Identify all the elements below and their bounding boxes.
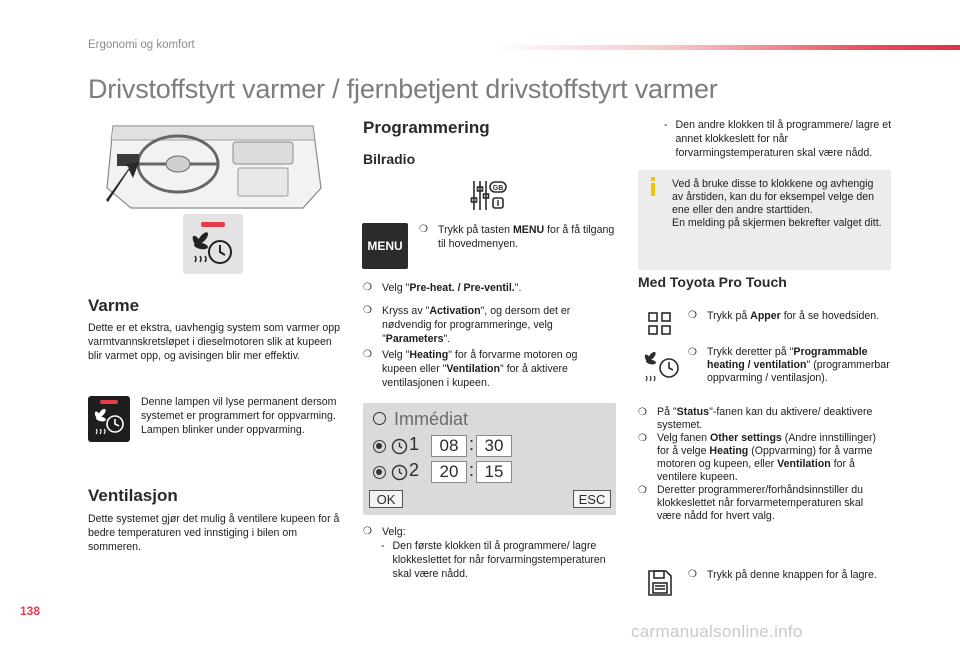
toyota-heading: Med Toyota Pro Touch (638, 274, 787, 290)
bullet-icon: ❍ (638, 407, 647, 418)
ventilasjon-text: Dette systemet gjør det mulig å ventilere kupeen for å bedre temperaturen ved innstiging i bilen om sommeren. (88, 513, 340, 553)
settings-step: ❍ Velg fanen Other settings (Andre innstillinger) for å velge Heating (Oppvarming) for å varme motoren og kupeen, eller Ventilation for å ventilere kupeen. (638, 432, 877, 483)
radio-screen (363, 403, 616, 515)
step-heating: ❍ Velg "Heating" for å forvarme motoren og kupeen eller "Ventilation" for å aktivere ventilasjonen i kupeen. (363, 349, 578, 389)
clock2-number: 2 (409, 460, 420, 480)
bullet-icon: ❍ (688, 347, 697, 358)
watermark: carmanualsonline.info (631, 622, 803, 641)
esc-button[interactable]: ESC (573, 490, 611, 508)
save-icon (647, 569, 673, 597)
lamp-text-1: Denne lampen vil lyse permanent dersom systemet er programmert for oppvarming. (141, 396, 337, 422)
radio-icon (470, 178, 508, 214)
grid-apps-icon (648, 312, 672, 336)
dash-2: - Den andre klokken til å programmere/ lagre et annet klokkeslett for når forvarmingstemperaturen skal være nådd. (664, 119, 892, 159)
bullet-icon: ❍ (688, 569, 697, 580)
info-text: Ved å bruke disse to klokkene og avhengig av årstiden, kan du for eksempel velge den ene eller den andre starttiden. En melding på skjermen bekrefter valget ditt. (672, 178, 882, 229)
fan-clock-icon (640, 350, 682, 384)
bullet-icon: ❍ (363, 526, 372, 537)
clock-icon (391, 464, 408, 481)
toyota-steps (638, 406, 890, 523)
colon: : (469, 434, 475, 454)
info-box (638, 170, 891, 270)
programmering-heading: Programmering (363, 118, 490, 137)
prog-step: ❍ Trykk deretter på "Programmable heating / ventilation" (programmerbar oppvarming / ventilasjon). (688, 346, 890, 384)
lamp-text (141, 395, 346, 437)
header-accent-bar (490, 45, 960, 50)
bullet-icon: ❍ (363, 349, 372, 360)
page-number: 138 (20, 604, 41, 618)
velg-dash-1: - Den første klokken til å programmere/ lagre klokkeslettet for når forvarmingstemperaturen skal være nådd. (381, 540, 606, 580)
clock-icon (391, 438, 408, 455)
colon: : (469, 460, 475, 480)
bullet-icon: ❍ (419, 224, 428, 235)
clock2-radio[interactable] (373, 466, 386, 479)
clock1-radio[interactable] (373, 440, 386, 453)
step-activation: ❍ Kryss av "Activation", og dersom det er nødvendig for programmeringe, velg "Parameters". (363, 305, 571, 345)
save-step: ❍ Trykk på denne knappen for å lagre. (688, 569, 877, 581)
ventilasjon-heading: Ventilasjon (88, 486, 178, 505)
bullet-icon: ❍ (638, 433, 647, 444)
varme-text: Dette er et ekstra, uavhengig system som varmer opp varmtvannskretsløpet i dieselmotoren slik at kupeen blir varmet opp, og avisingen blir mer effektiv. (88, 322, 341, 362)
clock1-number: 1 (409, 434, 420, 454)
varme-heading: Varme (88, 296, 140, 315)
fan-clock-lamp-icon (88, 396, 130, 442)
bullet-icon: ❍ (363, 282, 372, 293)
menu-key: MENU (362, 223, 408, 269)
hour2-field[interactable]: 20 (431, 461, 467, 483)
status-step: ❍ På "Status"-fanen kan du aktivere/ deaktivere systemet. (638, 406, 873, 431)
immediate-radio[interactable] (373, 412, 386, 425)
bullet-icon: ❍ (688, 310, 697, 321)
minute1-field[interactable]: 30 (476, 435, 512, 457)
programming-steps (363, 281, 615, 390)
apps-step: ❍ Trykk på Apper for å se hovedsiden. (688, 310, 880, 322)
radio-badge: GB (492, 185, 504, 192)
bilradio-heading: Bilradio (363, 151, 416, 167)
fan-clock-icon (183, 214, 243, 274)
bullet-icon: ❍ (363, 305, 372, 316)
dashboard-illustration (103, 118, 323, 210)
page-title: Drivstoffstyrt varmer / fjernbetjent drivstoffstyrt varmer (88, 74, 718, 104)
velg-step: ❍ Velg: - Den første klokken til å programmere/ lagre klokkeslettet for når forvarmingstemperaturen skal være nådd. (363, 525, 613, 581)
menu-step: ❍ Trykk på tasten MENU for å få tilgang til hovedmenyen. (419, 224, 615, 250)
immediate-label: Immédiat (394, 409, 469, 429)
hour1-field[interactable]: 08 (431, 435, 467, 457)
info-icon (648, 177, 658, 197)
lamp-text-2: Lampen blinker under oppvarming. (141, 424, 305, 436)
section-label: Ergonomi og komfort (88, 39, 195, 51)
minute2-field[interactable]: 15 (476, 461, 512, 483)
program-step: ❍ Deretter programmerer/forhåndsinnstiller du klokkeslettet når forvarmetemperaturen skal være nådd for hvert valg. (638, 484, 864, 522)
ok-button[interactable]: OK (369, 490, 403, 508)
step-preheat: ❍ Velg "Pre-heat. / Pre-ventil.". (363, 282, 522, 294)
bullet-icon: ❍ (638, 485, 647, 496)
